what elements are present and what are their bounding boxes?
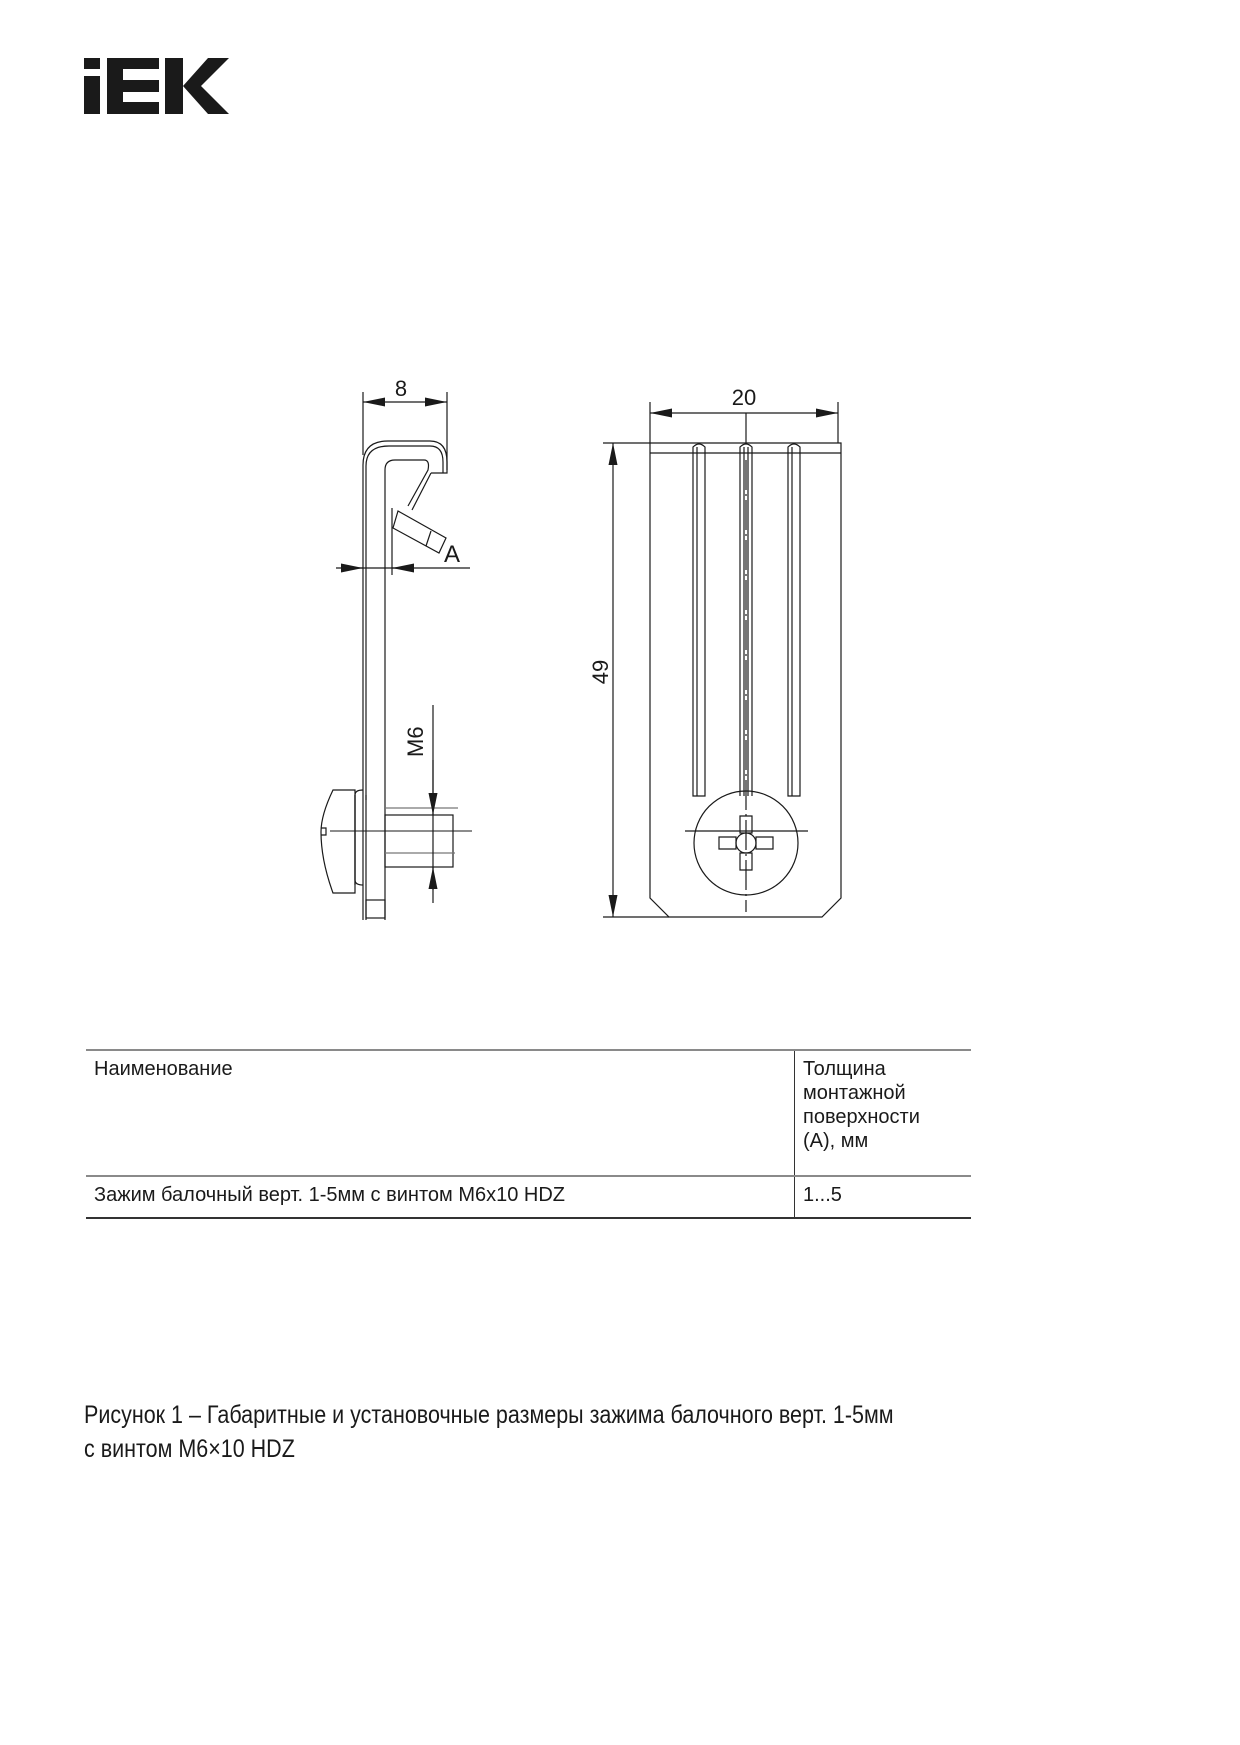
header-thickness: Толщина монтажной поверхности (А), мм — [795, 1050, 972, 1176]
dim-front-width: 20 — [731, 385, 757, 410]
caption-line-1: Рисунок 1 – Габаритные и установочные размеры зажима балочного верт. 1-5мм — [84, 1401, 894, 1429]
cell-thickness: 1...5 — [795, 1176, 972, 1218]
front-view — [603, 402, 841, 917]
dim-front-height: 49 — [588, 659, 613, 685]
spec-table — [86, 1049, 971, 1219]
header-name: Наименование — [86, 1050, 795, 1176]
table-row — [86, 1176, 971, 1218]
dim-thickness-label: A — [444, 541, 461, 568]
side-view — [321, 392, 472, 920]
caption-line-2: с винтом М6×10 HDZ — [84, 1435, 295, 1463]
figure-caption — [84, 1398, 910, 1466]
cell-name: Зажим балочный верт. 1-5мм с винтом М6х10 HDZ — [86, 1176, 795, 1218]
dim-thread: M6 — [403, 726, 428, 757]
dim-side-width: 8 — [394, 376, 408, 401]
table-header-row — [86, 1050, 971, 1176]
